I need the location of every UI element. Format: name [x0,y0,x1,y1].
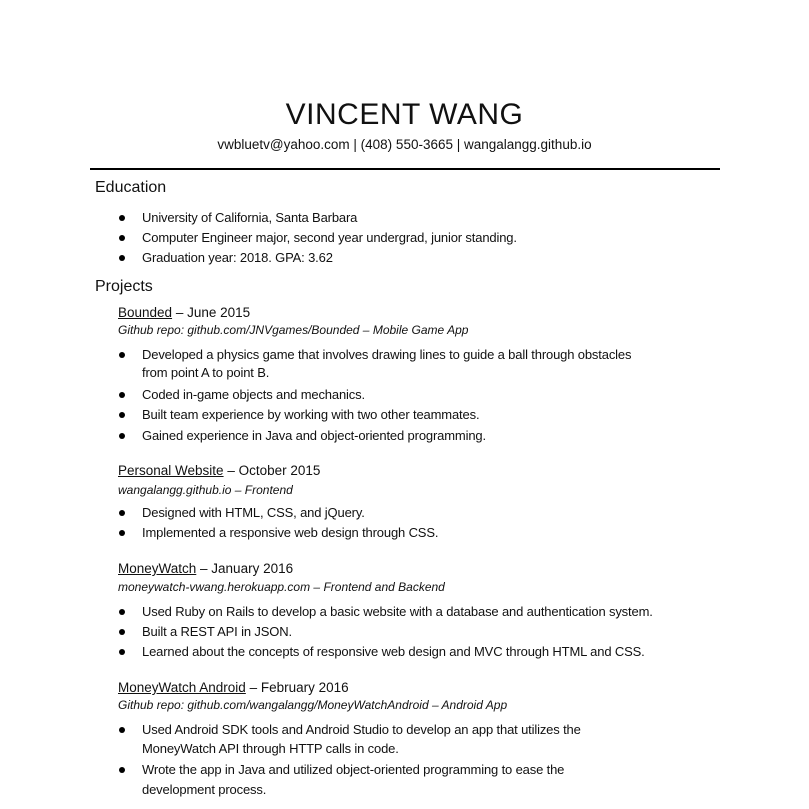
project-name: Personal Website [118,463,224,478]
education-bullet: Graduation year: 2018. GPA: 3.62 [142,250,333,265]
header-divider [90,168,720,170]
project-date: – January 2016 [196,561,294,576]
contact-line: vwbluetv@yahoo.com | (408) 550-3665 | wangalangg.github.io [217,137,592,152]
bullet-icon [119,352,125,358]
project-date: – June 2015 [172,305,251,320]
education-bullet: University of California, Santa Barbara [142,210,358,225]
section-heading-education: Education [95,179,167,196]
bullet-icon [119,412,125,418]
bullet-icon [119,530,125,536]
project-bullet-continued: from point A to point B. [142,365,270,380]
project-bullet-continued: development process. [142,782,267,797]
project-bullet: Used Android SDK tools and Android Studio to develop an app that utilizes the [142,722,581,737]
project-subtitle: Github repo: github.com/wangalangg/MoneyWatchAndroid – Android App [118,698,508,712]
bullet-icon [119,767,125,773]
project-bullet: Implemented a responsive web design through CSS. [142,525,439,540]
bullet-icon [119,727,125,733]
project-bullet: Designed with HTML, CSS, and jQuery. [142,505,365,520]
project-subtitle: moneywatch-vwang.herokuapp.com – Frontend and Backend [118,580,445,594]
project-bullet: Wrote the app in Java and utilized object-oriented programming to ease the [142,762,565,777]
project-bullet: Learned about the concepts of responsive web design and MVC through HTML and CSS. [142,644,645,659]
project-name: MoneyWatch Android [118,680,246,695]
project-title [118,461,320,481]
project-subtitle: wangalangg.github.io – Frontend [118,483,293,497]
project-date: – October 2015 [223,463,321,478]
bullet-icon [119,629,125,635]
project-title [118,678,349,698]
project-bullet-continued: MoneyWatch API through HTTP calls in code. [142,741,399,756]
project-title [118,303,250,323]
project-name: Bounded [118,305,173,320]
project-date: – February 2016 [245,680,349,695]
project-bullet: Coded in-game objects and mechanics. [142,387,365,402]
education-bullet: Computer Engineer major, second year undergrad, junior standing. [142,230,517,245]
resume-name: VINCENT WANG [285,98,524,131]
bullet-icon [119,510,125,516]
bullet-icon [119,433,125,439]
bullet-icon [119,609,125,615]
project-bullet: Built a REST API in JSON. [142,624,292,639]
project-bullet: Gained experience in Java and object-oriented programming. [142,428,486,443]
section-heading-projects: Projects [95,278,153,295]
project-bullet: Built team experience by working with two other teammates. [142,407,480,422]
bullet-icon [119,235,125,241]
bullet-icon [119,392,125,398]
bullet-icon [119,255,125,261]
project-bullet: Used Ruby on Rails to develop a basic website with a database and authentication system. [142,604,653,619]
bullet-icon [119,215,125,221]
project-title [118,559,293,579]
project-subtitle: Github repo: github.com/JNVgames/Bounded – Mobile Game App [118,323,469,337]
project-bullet: Developed a physics game that involves drawing lines to guide a ball through obstacles [142,347,632,362]
bullet-icon [119,649,125,655]
project-name: MoneyWatch [118,561,197,576]
